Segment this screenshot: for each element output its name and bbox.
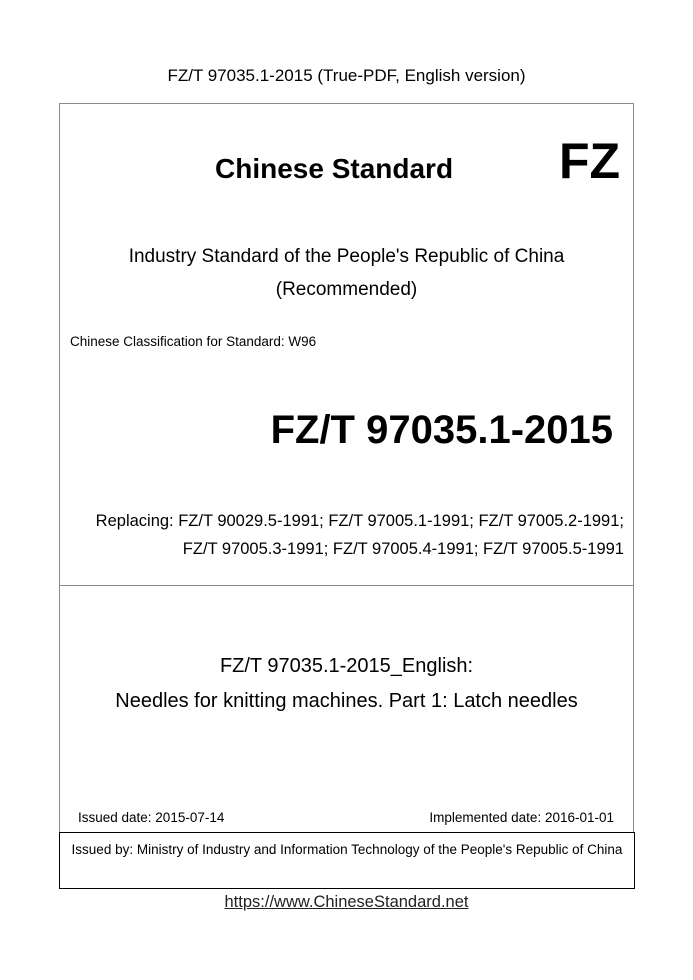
implemented-date: Implemented date: 2016-01-01: [429, 810, 614, 825]
issued-date: Issued date: 2015-07-14: [78, 810, 225, 825]
recommended-label: (Recommended): [275, 279, 418, 300]
classification: Chinese Classification for Standard: W96: [70, 334, 317, 349]
brand-code: FZ: [559, 133, 621, 189]
title-line-1: FZ/T 97035.1-2015_English:: [219, 655, 474, 677]
industry-line: Industry Standard of the People's Republic of China: [128, 246, 565, 267]
title-line-2: Needles for knitting machines. Part 1: Latch needles: [115, 690, 578, 712]
brand-title: Chinese Standard: [215, 153, 454, 184]
replacing-line-1: Replacing: FZ/T 90029.5-1991; FZ/T 97005.1-1991; FZ/T 97005.2-1991;: [95, 512, 624, 530]
standard-number: FZ/T 97035.1-2015: [270, 408, 613, 452]
replacing-line-2: FZ/T 97005.3-1991; FZ/T 97005.4-1991; FZ/T 97005.5-1991: [182, 540, 624, 558]
section-divider: [59, 585, 634, 586]
issued-by-box: [59, 832, 635, 889]
document-header: FZ/T 97035.1-2015 (True-PDF, English version): [167, 66, 526, 85]
cover-frame: [59, 103, 634, 833]
website-link[interactable]: https://www.ChineseStandard.net: [224, 893, 469, 911]
issued-by: Issued by: Ministry of Industry and Information Technology of the People's Republic of China: [71, 842, 623, 857]
footer: [0, 893, 693, 912]
